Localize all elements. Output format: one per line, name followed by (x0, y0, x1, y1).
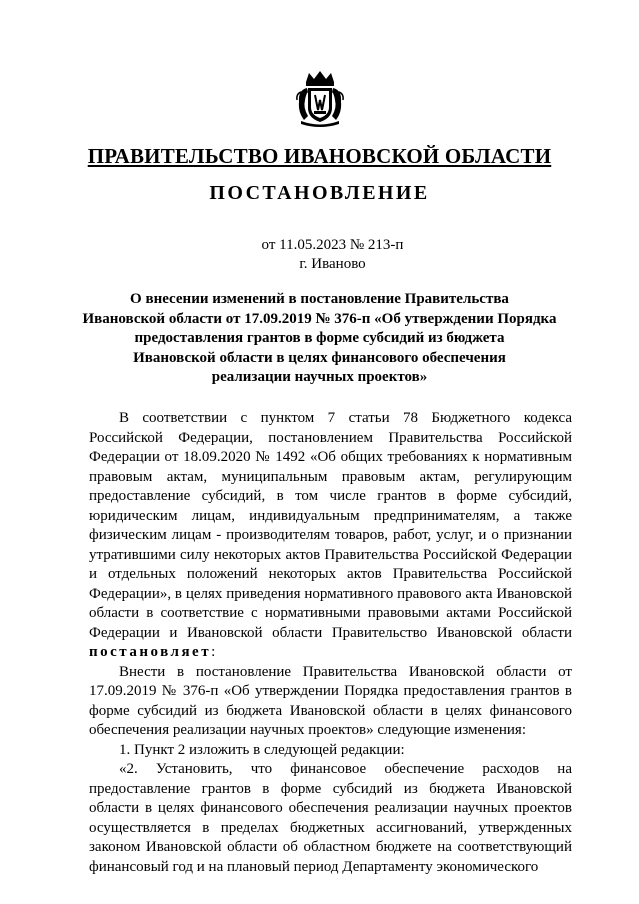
document-type: ПОСТАНОВЛЕНИЕ (209, 182, 430, 204)
document-city: г. Иваново (299, 256, 366, 272)
document-date-number: от 11.05.2023 № 213-п (261, 237, 404, 253)
title-line: Ивановской области в целях финансового обеспечения (133, 349, 506, 366)
resolves-word: постановляет (89, 644, 212, 660)
document-body (89, 409, 572, 877)
body-paragraph-amend: Внести в постановление Правительства Ивановской области от 17.09.2019 № 376-п «Об утверждении Порядка предоставления грантов в форме субсидий из бюджета Ивановской области в целях финансового обеспечения реализации научных проектов» следующие изменения: (89, 663, 572, 738)
body-paragraph-preamble (89, 409, 572, 663)
body-paragraph-item-2: «2. Установить, что финансовое обеспечение расходов на предоставление грантов в форме субсидий из бюджета Ивановской области в целях финансового обеспечения реализации научных проектов осуществляется в пределах бюджетных ассигнований, утвержденных законом Ивановской области об областном бюджете на соответствующий финансовый год и на плановый период Департаменту экономического (89, 761, 572, 875)
title-line: предоставления грантов в форме субсидий из бюджета (134, 330, 505, 346)
document-title (60, 290, 579, 388)
preamble-end: : (211, 644, 216, 660)
body-paragraph-item-1: 1. Пункт 2 изложить в следующей редакции: (119, 741, 405, 758)
title-line: Ивановской области от 17.09.2019 № 376-п «Об утверждении Порядка (82, 310, 557, 327)
title-line: реализации научных проектов» (211, 369, 428, 385)
preamble-text: В соответствии с пунктом 7 статьи 78 Бюджетного кодекса Российской Федерации, постановлением Правительства Российской Федерации от 18.09.2020 № 1492 «Об общих требованиях к нормативным правовым актам, муниципальным правовым актам, регулирующим предоставление субсидий, в том числе грантов в форме субсидий, юридическим лицам, индивидуальным предпринимателям, а также физическим лицам - производителям товаров, работ, услуг, и о признании утратившими силу некоторых актов Правительства Российской Федерации и отдельных положений некоторых актов Правительства Российской Федерации», в целях приведения нормативного правового акта Ивановской области в соответствие с нормативными правовыми актами Российской Федерации и Ивановской области Правительство Ивановской области (89, 410, 572, 641)
government-heading: ПРАВИТЕЛЬСТВО ИВАНОВСКОЙ ОБЛАСТИ (87, 144, 552, 168)
ivanovo-coat-of-arms-icon (295, 70, 345, 128)
title-line: О внесении изменений в постановление Правительства (130, 291, 509, 307)
